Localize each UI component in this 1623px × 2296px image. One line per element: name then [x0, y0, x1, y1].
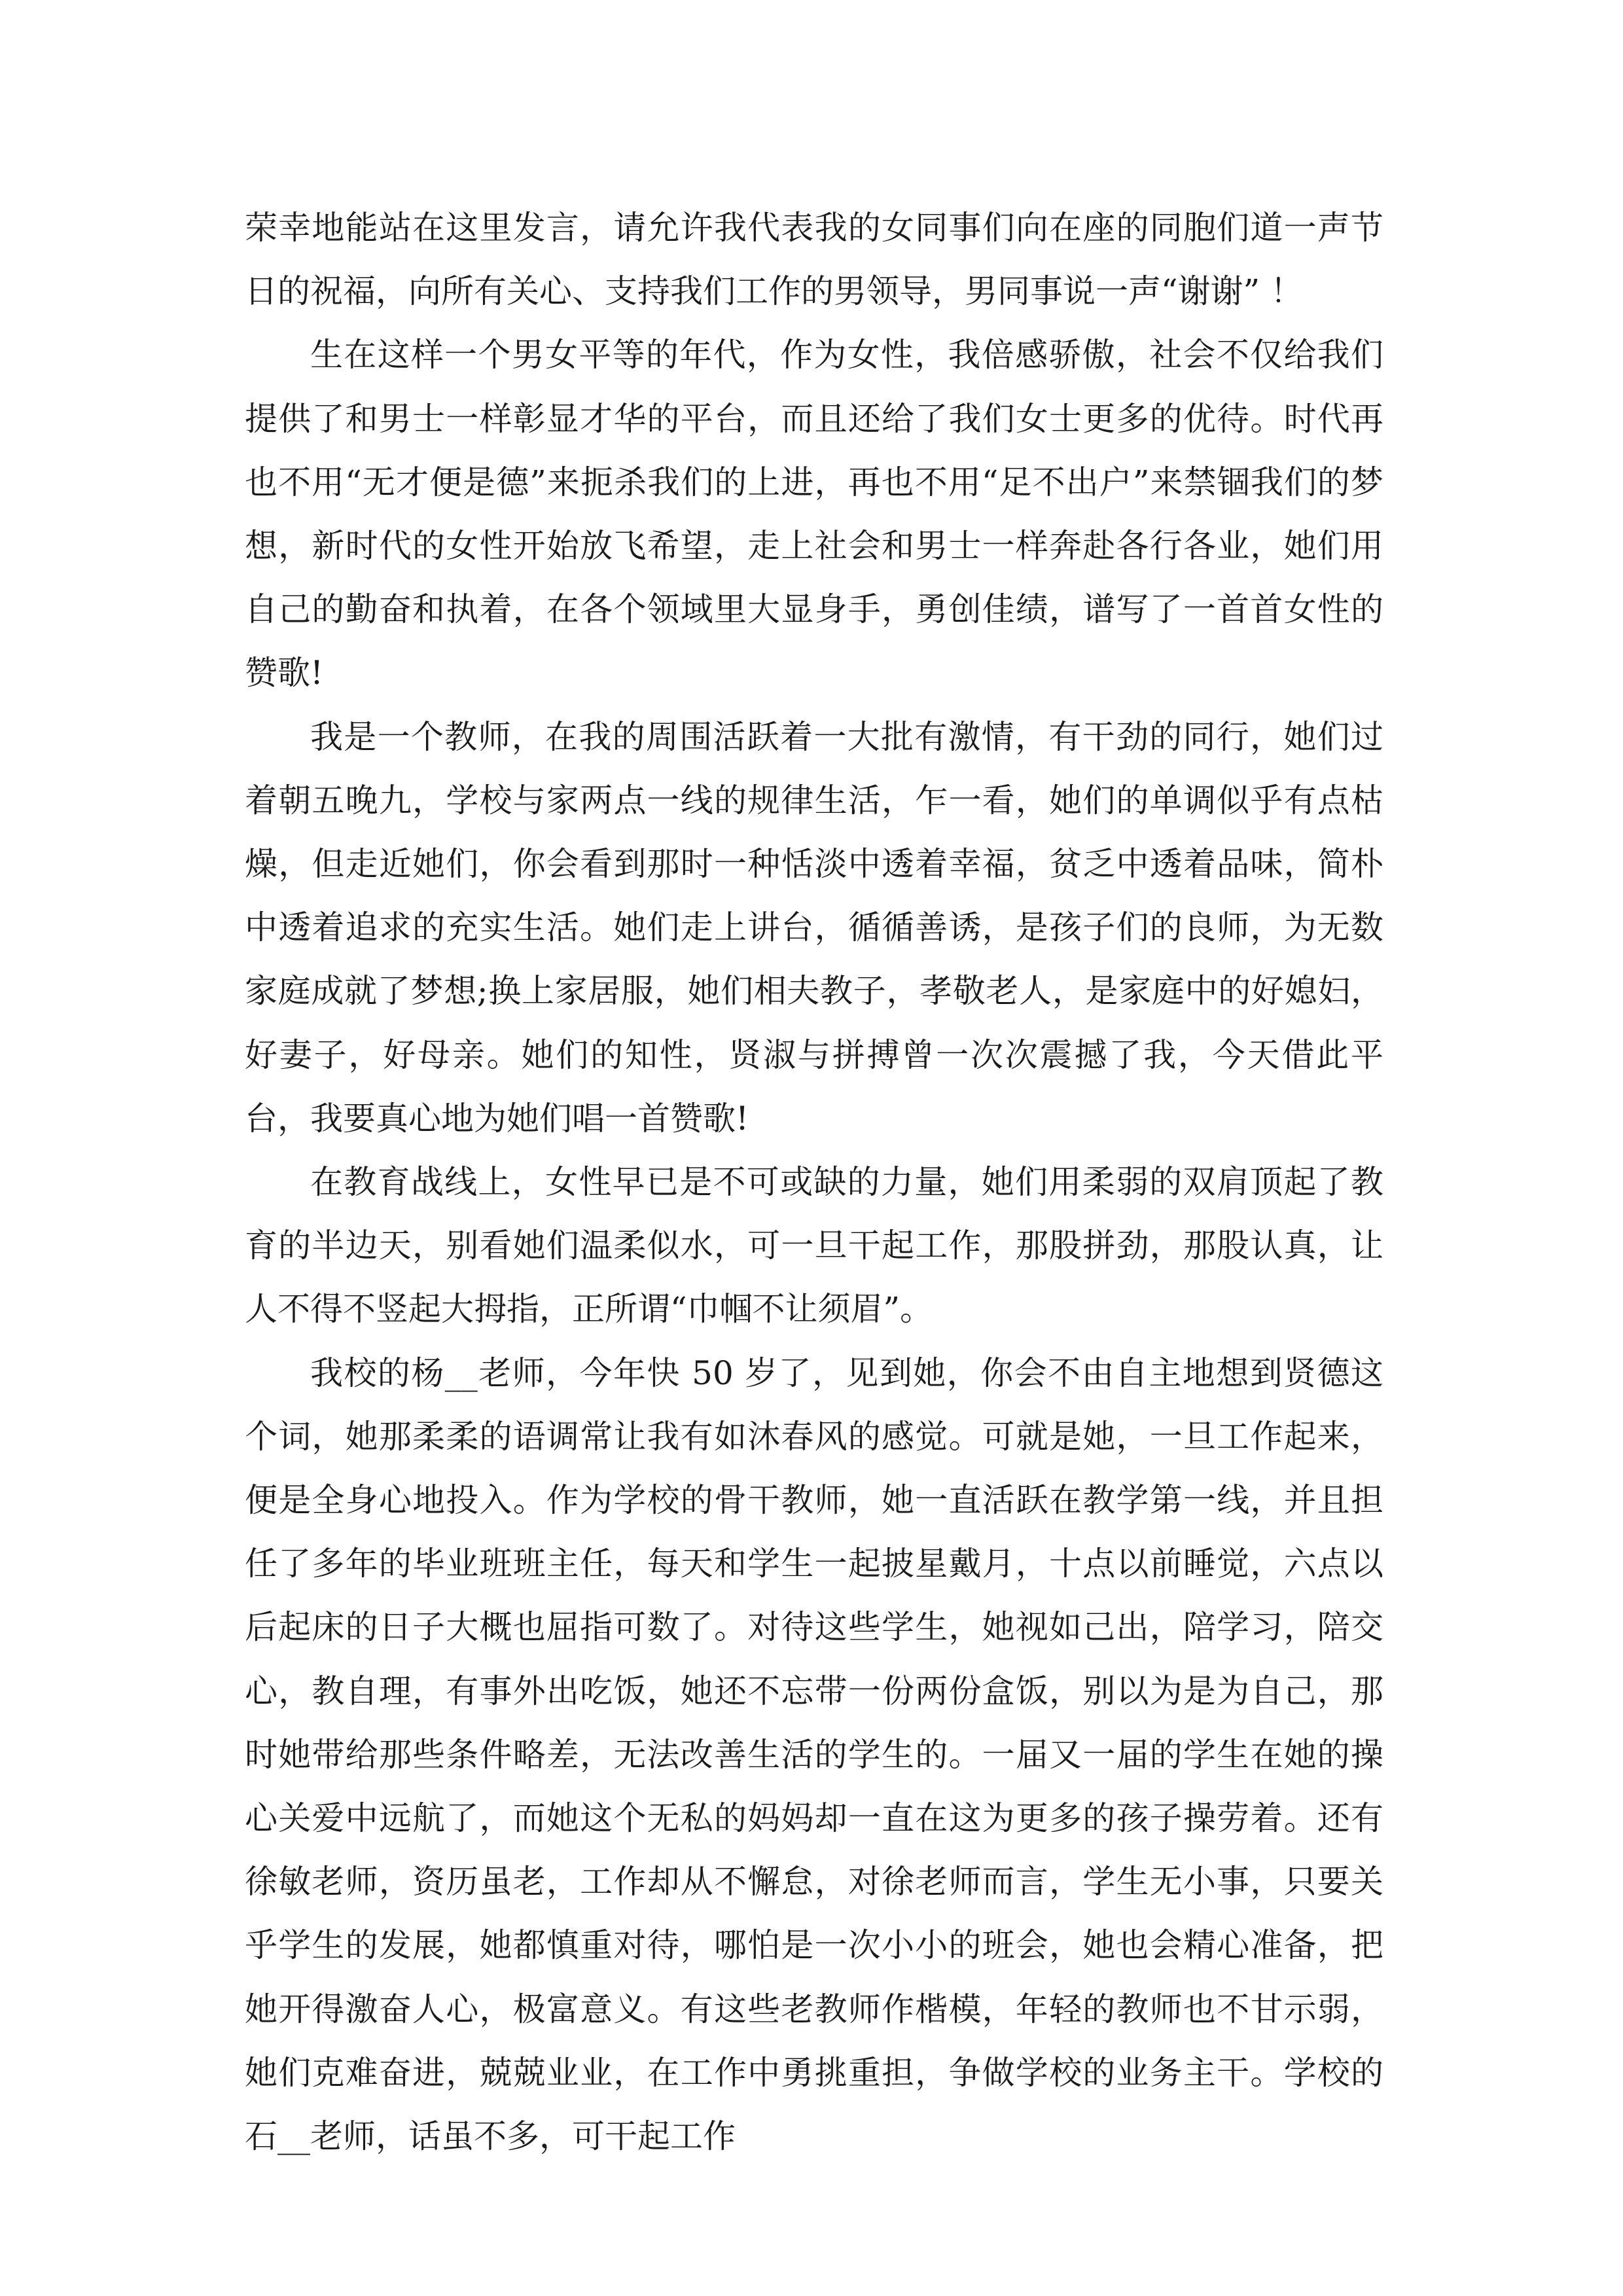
paragraph: 生在这样一个男女平等的年代，作为女性，我倍感骄傲，社会不仅给我们提供了和男士一样彰显才华的平台，而且还给了我们女士更多的优待。时代再也不用“无才便是德”来扼杀我们的上进，再也不用“足不出户”来禁锢我们的梦想，新时代的女性开始放飞希望，走上社会和男士一样奔赴各行各业，她们用自己的勤奋和执着，在各个领域里大显身手，勇创佳绩，谱写了一首首女性的赞歌!: [245, 336, 1383, 692]
paragraph: 在教育战线上，女性早已是不可或缺的力量，她们用柔弱的双肩顶起了教育的半边天，别看她们温柔似水，可一旦干起工作，那股拼劲，那股认真，让人不得不竖起大拇指，正所谓“巾帼不让须眉”。: [245, 1163, 1383, 1329]
body-text: [245, 196, 1383, 2168]
paragraph: 我校的杨__老师，今年快 50 岁了，见到她，你会不由自主地想到贤德这个词，她那柔柔的语调常让我有如沐春风的感觉。可就是她，一旦工作起来，便是全身心地投入。作为学校的骨干教师，她一直活跃在教学第一线，并且担任了多年的毕业班班主任，每天和学生一起披星戴月，十点以前睡觉，六点以后起床的日子大概也屈指可数了。对待这些学生，她视如己出，陪学习，陪交心，教自理，有事外出吃饭，她还不忘带一份两份盒饭，别以为是为自己，那时她带给那些条件略差，无法改善生活的学生的。一届又一届的学生在她的操心关爱中远航了，而她这个无私的妈妈却一直在这为更多的孩子操劳着。还有徐敏老师，资历虽老，工作却从不懈怠，对徐老师而言，学生无小事，只要关乎学生的发展，她都慎重对待，哪怕是一次小小的班会，她也会精心准备，把她开得激奋人心，极富意义。有这些老教师作楷模，年轻的教师也不甘示弱，她们克难奋进，兢兢业业，在工作中勇挑重担，争做学校的业务主干。学校的石__老师，话虽不多，可干起工作: [245, 1354, 1383, 2156]
paragraph-continued: 荣幸地能站在这里发言，请允许我代表我的女同事们向在座的同胞们道一声节日的祝福，向所有关心、支持我们工作的男领导，男同事说一声“谢谢” ！: [245, 209, 1383, 311]
paragraph: 我是一个教师，在我的周围活跃着一大批有激情，有干劲的同行，她们过着朝五晚九，学校与家两点一线的规律生活，乍一看，她们的单调似乎有点枯燥，但走近她们，你会看到那时一种恬淡中透着幸福，贫乏中透着品味，简朴中透着追求的充实生活。她们走上讲台，循循善诱，是孩子们的良师，为无数家庭成就了梦想;换上家居服，她们相夫教子，孝敬老人，是家庭中的好媳妇，好妻子，好母亲。她们的知性，贤淑与拼搏曾一次次震撼了我，今天借此平台，我要真心地为她们唱一首赞歌!: [245, 717, 1383, 1138]
